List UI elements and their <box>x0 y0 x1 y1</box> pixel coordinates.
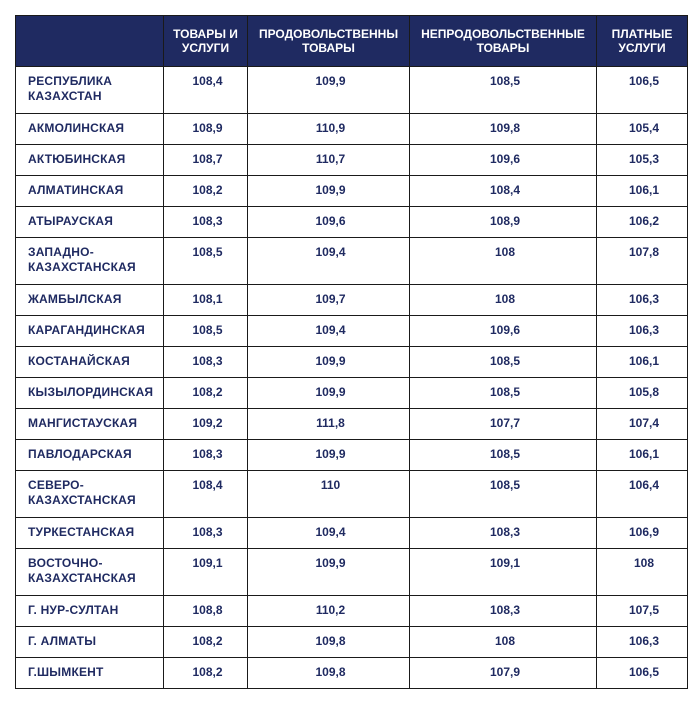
region-cell: РЕСПУБЛИКА КАЗАХСТАН <box>16 67 164 114</box>
food-cell: 109,8 <box>248 658 410 689</box>
nonfood-cell: 108,9 <box>410 207 597 238</box>
food-cell: 110 <box>248 471 410 518</box>
goods-services-cell: 108,8 <box>164 596 248 627</box>
food-cell: 109,4 <box>248 316 410 347</box>
paid-services-cell: 105,8 <box>597 378 688 409</box>
nonfood-cell: 108 <box>410 627 597 658</box>
nonfood-cell: 107,7 <box>410 409 597 440</box>
region-cell: ПАВЛОДАРСКАЯ <box>16 440 164 471</box>
food-cell: 110,7 <box>248 145 410 176</box>
table-row <box>16 114 688 145</box>
nonfood-cell: 109,6 <box>410 145 597 176</box>
region-cell: ЗАПАДНО-КАЗАХСТАНСКАЯ <box>16 238 164 285</box>
goods-services-cell: 108,3 <box>164 518 248 549</box>
goods-services-cell: 108,4 <box>164 471 248 518</box>
food-cell: 109,9 <box>248 176 410 207</box>
table-body <box>16 67 688 689</box>
region-cell: КОСТАНАЙСКАЯ <box>16 347 164 378</box>
goods-services-cell: 108,1 <box>164 285 248 316</box>
table-row <box>16 658 688 689</box>
region-cell: АКТЮБИНСКАЯ <box>16 145 164 176</box>
price-index-table <box>15 15 688 689</box>
header-food-goods: ПРОДОВОЛЬСТВЕННЫ ТОВАРЫ <box>248 16 410 67</box>
goods-services-cell: 108,3 <box>164 207 248 238</box>
goods-services-cell: 108,2 <box>164 627 248 658</box>
goods-services-cell: 108,2 <box>164 176 248 207</box>
food-cell: 110,2 <box>248 596 410 627</box>
food-cell: 109,9 <box>248 67 410 114</box>
region-cell: МАНГИСТАУСКАЯ <box>16 409 164 440</box>
nonfood-cell: 108 <box>410 285 597 316</box>
price-index-table-container <box>15 15 687 689</box>
paid-services-cell: 107,8 <box>597 238 688 285</box>
food-cell: 109,9 <box>248 440 410 471</box>
food-cell: 110,9 <box>248 114 410 145</box>
nonfood-cell: 109,8 <box>410 114 597 145</box>
goods-services-cell: 108,3 <box>164 440 248 471</box>
goods-services-cell: 109,1 <box>164 549 248 596</box>
table-row <box>16 238 688 285</box>
paid-services-cell: 105,3 <box>597 145 688 176</box>
table-row <box>16 627 688 658</box>
food-cell: 109,9 <box>248 549 410 596</box>
table-row <box>16 549 688 596</box>
paid-services-cell: 106,1 <box>597 347 688 378</box>
region-cell: Г. НУР-СУЛТАН <box>16 596 164 627</box>
table-row <box>16 596 688 627</box>
region-cell: Г.ШЫМКЕНТ <box>16 658 164 689</box>
header-nonfood-goods: НЕПРОДОВОЛЬСТВЕННЫЕ ТОВАРЫ <box>410 16 597 67</box>
goods-services-cell: 108,2 <box>164 658 248 689</box>
table-row <box>16 285 688 316</box>
paid-services-cell: 106,5 <box>597 67 688 114</box>
nonfood-cell: 108 <box>410 238 597 285</box>
table-row <box>16 145 688 176</box>
nonfood-cell: 109,1 <box>410 549 597 596</box>
table-row <box>16 347 688 378</box>
goods-services-cell: 108,5 <box>164 316 248 347</box>
goods-services-cell: 109,2 <box>164 409 248 440</box>
goods-services-cell: 108,4 <box>164 67 248 114</box>
nonfood-cell: 108,3 <box>410 518 597 549</box>
goods-services-cell: 108,5 <box>164 238 248 285</box>
paid-services-cell: 106,4 <box>597 471 688 518</box>
goods-services-cell: 108,9 <box>164 114 248 145</box>
table-row <box>16 440 688 471</box>
food-cell: 109,7 <box>248 285 410 316</box>
table-row <box>16 409 688 440</box>
food-cell: 111,8 <box>248 409 410 440</box>
table-row <box>16 471 688 518</box>
food-cell: 109,4 <box>248 518 410 549</box>
paid-services-cell: 106,5 <box>597 658 688 689</box>
food-cell: 109,4 <box>248 238 410 285</box>
region-cell: АТЫРАУСКАЯ <box>16 207 164 238</box>
header-goods-services: ТОВАРЫ И УСЛУГИ <box>164 16 248 67</box>
nonfood-cell: 109,6 <box>410 316 597 347</box>
nonfood-cell: 107,9 <box>410 658 597 689</box>
food-cell: 109,8 <box>248 627 410 658</box>
table-row <box>16 176 688 207</box>
paid-services-cell: 106,9 <box>597 518 688 549</box>
nonfood-cell: 108,5 <box>410 378 597 409</box>
region-cell: КАРАГАНДИНСКАЯ <box>16 316 164 347</box>
region-cell: ЖАМБЫЛСКАЯ <box>16 285 164 316</box>
table-row <box>16 207 688 238</box>
paid-services-cell: 106,3 <box>597 285 688 316</box>
paid-services-cell: 106,3 <box>597 627 688 658</box>
paid-services-cell: 106,2 <box>597 207 688 238</box>
paid-services-cell: 107,5 <box>597 596 688 627</box>
nonfood-cell: 108,4 <box>410 176 597 207</box>
table-row <box>16 518 688 549</box>
region-cell: СЕВЕРО-КАЗАХСТАНСКАЯ <box>16 471 164 518</box>
food-cell: 109,6 <box>248 207 410 238</box>
header-paid-services: ПЛАТНЫЕ УСЛУГИ <box>597 16 688 67</box>
nonfood-cell: 108,5 <box>410 67 597 114</box>
paid-services-cell: 107,4 <box>597 409 688 440</box>
table-row <box>16 316 688 347</box>
paid-services-cell: 106,1 <box>597 440 688 471</box>
region-cell: АКМОЛИНСКАЯ <box>16 114 164 145</box>
table-row <box>16 378 688 409</box>
food-cell: 109,9 <box>248 347 410 378</box>
region-cell: Г. АЛМАТЫ <box>16 627 164 658</box>
region-cell: ТУРКЕСТАНСКАЯ <box>16 518 164 549</box>
nonfood-cell: 108,5 <box>410 471 597 518</box>
header-row <box>16 16 688 67</box>
region-cell: КЫЗЫЛОРДИНСКАЯ <box>16 378 164 409</box>
paid-services-cell: 106,3 <box>597 316 688 347</box>
header-corner <box>16 16 164 67</box>
table-header <box>16 16 688 67</box>
food-cell: 109,9 <box>248 378 410 409</box>
goods-services-cell: 108,3 <box>164 347 248 378</box>
nonfood-cell: 108,3 <box>410 596 597 627</box>
paid-services-cell: 106,1 <box>597 176 688 207</box>
region-cell: ВОСТОЧНО-КАЗАХСТАНСКАЯ <box>16 549 164 596</box>
nonfood-cell: 108,5 <box>410 347 597 378</box>
goods-services-cell: 108,7 <box>164 145 248 176</box>
paid-services-cell: 108 <box>597 549 688 596</box>
region-cell: АЛМАТИНСКАЯ <box>16 176 164 207</box>
goods-services-cell: 108,2 <box>164 378 248 409</box>
paid-services-cell: 105,4 <box>597 114 688 145</box>
nonfood-cell: 108,5 <box>410 440 597 471</box>
table-row <box>16 67 688 114</box>
